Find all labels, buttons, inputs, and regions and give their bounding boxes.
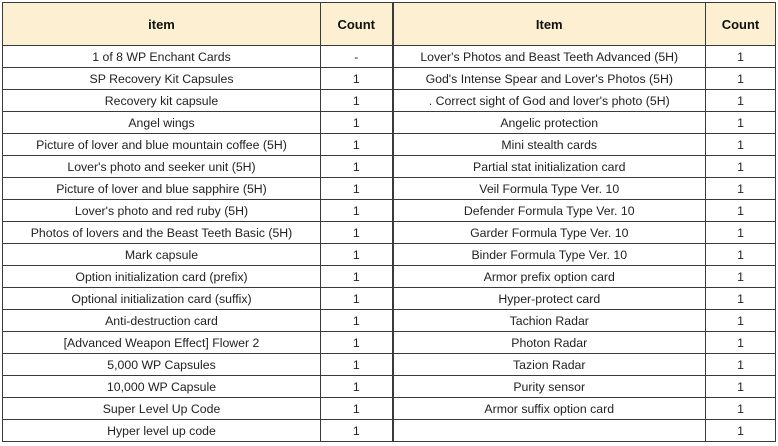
right-count-cell: 1 [706, 398, 776, 420]
left-item-cell: Lover's photo and seeker unit (5H) [3, 156, 321, 178]
table-row [3, 134, 776, 156]
left-item-cell: Option initialization card (prefix) [3, 266, 321, 288]
left-item-cell: [Advanced Weapon Effect] Flower 2 [3, 332, 321, 354]
table-row [3, 112, 776, 134]
left-count-cell: 1 [321, 398, 393, 420]
right-count-cell: 1 [706, 200, 776, 222]
table-row [3, 46, 776, 68]
left-count-cell: 1 [321, 420, 393, 442]
left-item-cell: Anti-destruction card [3, 310, 321, 332]
header-left-count: Count [321, 3, 393, 46]
right-item-cell: Hyper-protect card [393, 288, 706, 310]
right-item-cell: Armor prefix option card [393, 266, 706, 288]
left-count-cell: 1 [321, 112, 393, 134]
right-count-cell: 1 [706, 244, 776, 266]
right-count-cell: 1 [706, 310, 776, 332]
right-item-cell: Tachion Radar [393, 310, 706, 332]
right-item-cell: Defender Formula Type Ver. 10 [393, 200, 706, 222]
right-item-cell: Armor suffix option card [393, 398, 706, 420]
left-count-cell: 1 [321, 178, 393, 200]
right-count-cell: 1 [706, 46, 776, 68]
right-item-cell: Angelic protection [393, 112, 706, 134]
header-right-item: Item [393, 3, 706, 46]
items-table [2, 2, 776, 442]
left-item-cell: Mark capsule [3, 244, 321, 266]
right-item-cell: . Correct sight of God and lover's photo (5H) [393, 90, 706, 112]
left-item-cell: Super Level Up Code [3, 398, 321, 420]
right-item-cell: Partial stat initialization card [393, 156, 706, 178]
left-item-cell: SP Recovery Kit Capsules [3, 68, 321, 90]
table-row [3, 222, 776, 244]
right-count-cell: 1 [706, 222, 776, 244]
right-item-cell: Mini stealth cards [393, 134, 706, 156]
right-item-cell: God's Intense Spear and Lover's Photos (5H) [393, 68, 706, 90]
header-right-count: Count [706, 3, 776, 46]
left-count-cell: 1 [321, 354, 393, 376]
right-count-cell: 1 [706, 90, 776, 112]
left-item-cell: Recovery kit capsule [3, 90, 321, 112]
table-row [3, 266, 776, 288]
right-item-cell: Tazion Radar [393, 354, 706, 376]
left-count-cell: 1 [321, 244, 393, 266]
right-item-cell [393, 420, 706, 442]
left-item-cell: Hyper level up code [3, 420, 321, 442]
table-row [3, 90, 776, 112]
header-row [3, 3, 776, 46]
right-count-cell: 1 [706, 134, 776, 156]
table-row [3, 398, 776, 420]
table-row [3, 288, 776, 310]
right-count-cell: 1 [706, 288, 776, 310]
left-count-cell: 1 [321, 222, 393, 244]
table-row [3, 376, 776, 398]
table-row [3, 200, 776, 222]
left-item-cell: Photos of lovers and the Beast Teeth Basic (5H) [3, 222, 321, 244]
table-row [3, 178, 776, 200]
right-count-cell: 1 [706, 68, 776, 90]
table-row [3, 354, 776, 376]
right-item-cell: Photon Radar [393, 332, 706, 354]
left-count-cell: 1 [321, 90, 393, 112]
left-count-cell: 1 [321, 288, 393, 310]
left-count-cell: - [321, 46, 393, 68]
table-header [3, 3, 776, 46]
right-count-cell: 1 [706, 266, 776, 288]
left-item-cell: 5,000 WP Capsules [3, 354, 321, 376]
table-row [3, 420, 776, 442]
table-row [3, 156, 776, 178]
right-count-cell: 1 [706, 376, 776, 398]
table-row [3, 332, 776, 354]
right-count-cell: 1 [706, 112, 776, 134]
right-count-cell: 1 [706, 354, 776, 376]
left-item-cell: 10,000 WP Capsule [3, 376, 321, 398]
left-count-cell: 1 [321, 200, 393, 222]
left-count-cell: 1 [321, 134, 393, 156]
table-row [3, 68, 776, 90]
left-item-cell: Optional initialization card (suffix) [3, 288, 321, 310]
left-count-cell: 1 [321, 376, 393, 398]
left-count-cell: 1 [321, 332, 393, 354]
left-count-cell: 1 [321, 310, 393, 332]
left-item-cell: Picture of lover and blue sapphire (5H) [3, 178, 321, 200]
right-count-cell: 1 [706, 156, 776, 178]
right-count-cell: 1 [706, 178, 776, 200]
right-item-cell: Purity sensor [393, 376, 706, 398]
right-item-cell: Lover's Photos and Beast Teeth Advanced (5H) [393, 46, 706, 68]
right-count-cell: 1 [706, 332, 776, 354]
right-count-cell: 1 [706, 420, 776, 442]
left-item-cell: Lover's photo and red ruby (5H) [3, 200, 321, 222]
right-item-cell: Binder Formula Type Ver. 10 [393, 244, 706, 266]
left-count-cell: 1 [321, 266, 393, 288]
right-item-cell: Veil Formula Type Ver. 10 [393, 178, 706, 200]
right-item-cell: Garder Formula Type Ver. 10 [393, 222, 706, 244]
table-row [3, 310, 776, 332]
left-item-cell: Picture of lover and blue mountain coffee (5H) [3, 134, 321, 156]
table-row [3, 244, 776, 266]
left-count-cell: 1 [321, 68, 393, 90]
left-count-cell: 1 [321, 156, 393, 178]
left-item-cell: Angel wings [3, 112, 321, 134]
table-body [3, 46, 776, 442]
left-item-cell: 1 of 8 WP Enchant Cards [3, 46, 321, 68]
header-left-item: item [3, 3, 321, 46]
